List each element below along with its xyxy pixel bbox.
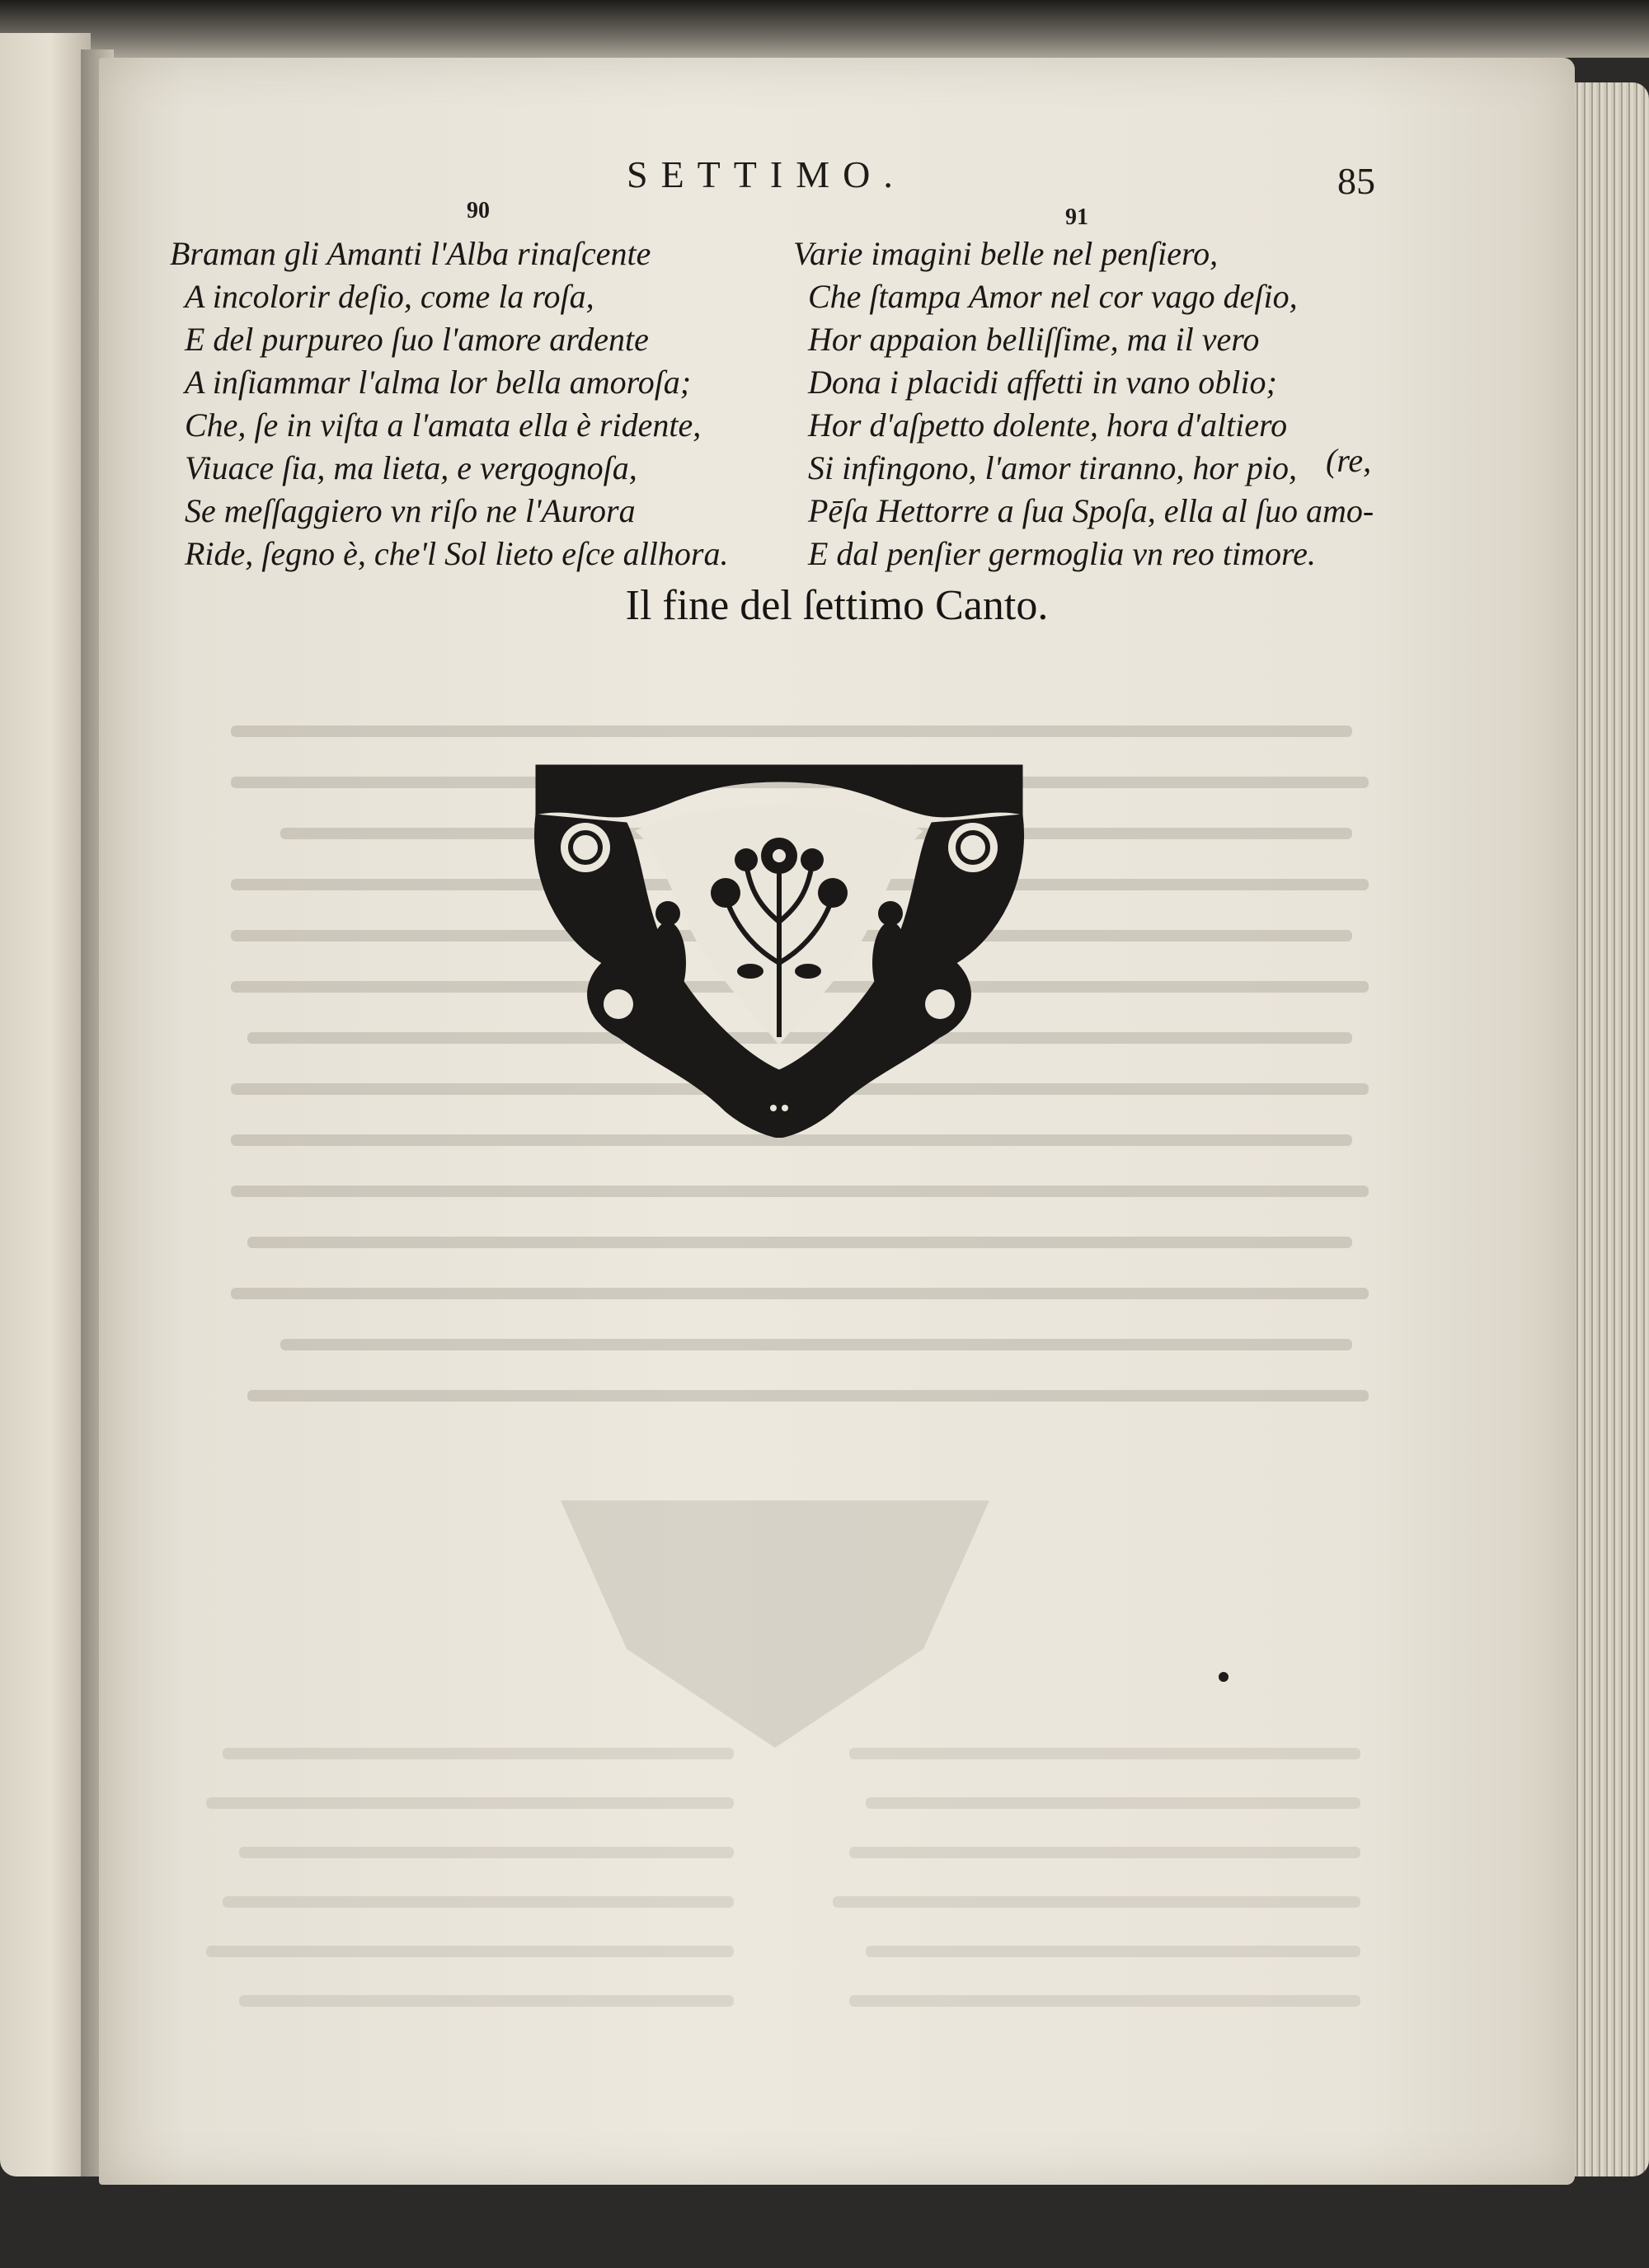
page-number: 85 [1337,160,1375,202]
verse-line: Si infingono, l'amor tiranno, hor pio, [808,449,1298,486]
verse-line: Hor appaion belliſſime, ma il vero [808,321,1260,358]
verse-line: Varie imagini belle nel penſiero, [793,235,1219,272]
verse-line: Se meſſaggiero vn riſo ne l'Aurora [185,492,636,529]
verse-line: Viuace ſia, ma lieta, e vergognoſa, [185,449,637,486]
verse-line: Ride, ſegno è, che'l Sol lieto eſce allhora. [185,535,729,572]
page-stack-edge [1567,82,1649,2176]
verse-line: Dona i placidi affetti in vano oblio; [808,364,1277,401]
verse-line: E del purpureo ſuo l'amore ardente [185,321,649,358]
stanza-number: 90 [467,198,490,223]
printers-ornament-icon [528,757,1031,1138]
verse-line: Braman gli Amanti l'Alba rinaſcente [170,235,651,272]
running-head: SETTIMO. [627,153,906,195]
book-top-edge [0,0,1649,58]
stanza-right [793,232,1374,575]
bleed-through-ornament [544,1484,1006,1759]
verse-line: Pēſa Hettorre a ſua Spoſa, ella al ſuo amo- [808,492,1374,529]
stanza-number: 91 [1065,204,1088,230]
canto-colophon: Il fine del ſettimo Canto. [625,582,1049,629]
ink-speck [1219,1672,1229,1682]
bleed-through-lower-text [190,1748,1360,2097]
verse-line: Hor d'aſpetto dolente, hora d'altiero [808,406,1288,444]
verse-line: A incolorir deſio, come la roſa, [185,278,594,315]
verse-line: Che ſtampa Amor nel cor vago deſio, [808,278,1298,315]
verse-line: E dal penſier germoglia vn reo timore. [808,535,1316,572]
verse-line: A inſiammar l'alma lor bella amoroſa; [185,364,692,401]
verse-line: Che, ſe in viſta a l'amata ella è ridente, [185,406,702,444]
margin-turnover: (re, [1326,442,1372,479]
stanza-left [170,232,728,575]
left-page-edge [0,33,91,2176]
